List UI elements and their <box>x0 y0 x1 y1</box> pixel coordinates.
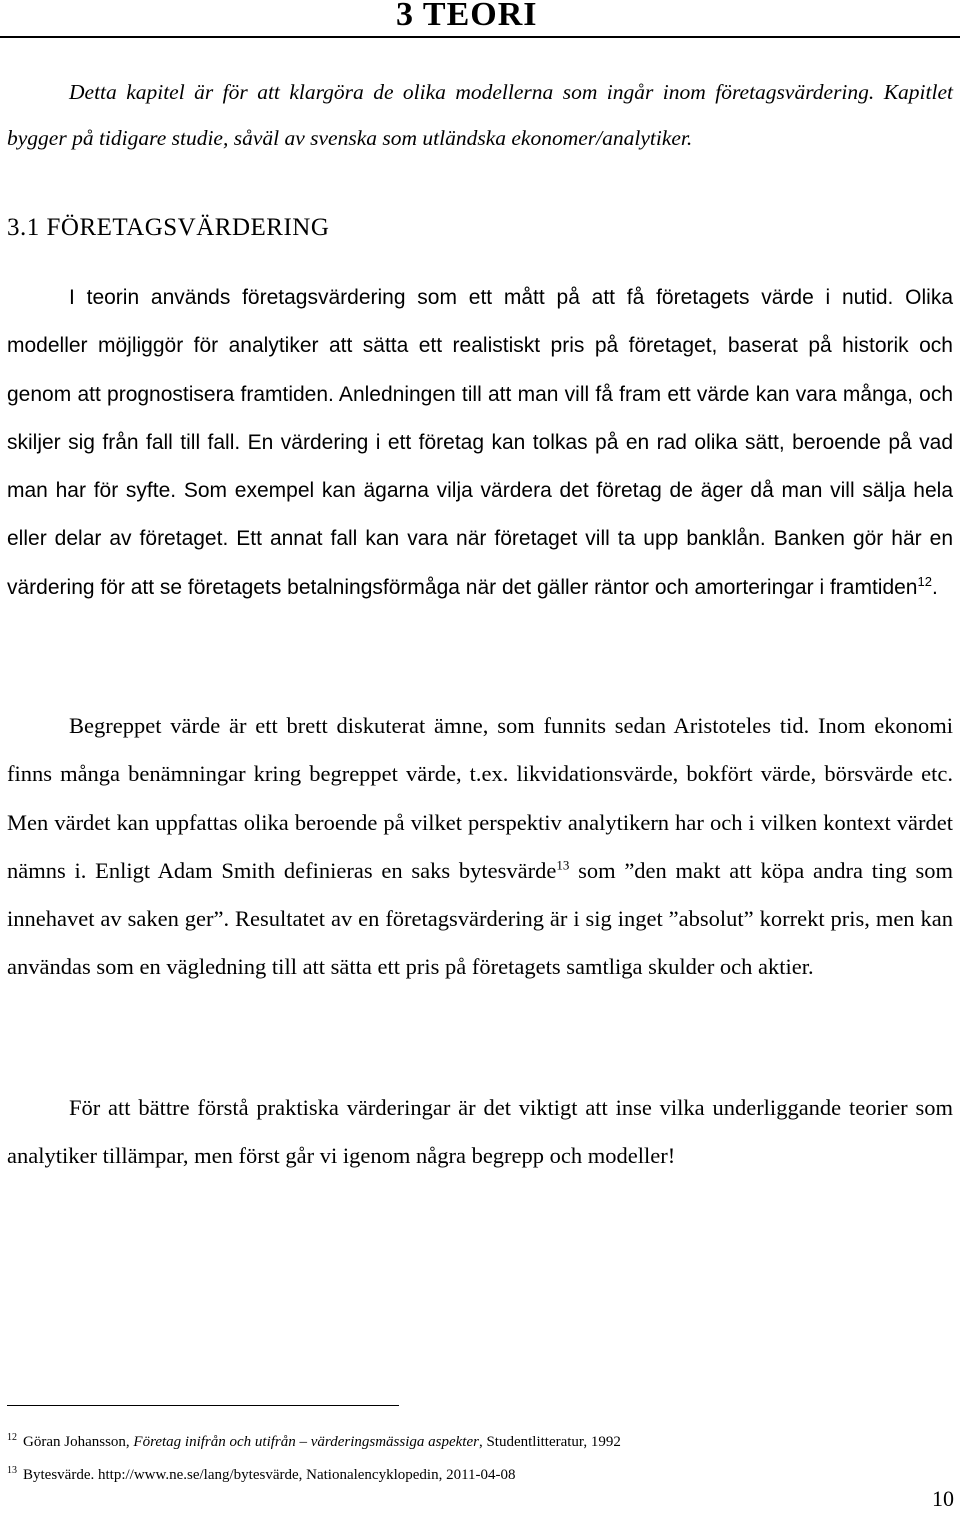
paragraph-1 <box>7 274 953 612</box>
footnote-12-rest: , Studentlitteratur, 1992 <box>478 1434 621 1450</box>
paragraph-3: För att bättre förstå praktiska värderingar är det viktigt att inse vilka underliggande teorier som analytiker tillämpar, men först går vi igenom några begrepp och modeller! <box>7 1095 953 1169</box>
chapter-intro: Detta kapitel är för att klargöra de olika modellerna som ingår inom företagsvärdering. Kapitlet bygger på tidigare studie, såväl av svenska som utländska ekonomer/analytiker. <box>7 80 953 150</box>
footnote-ref-13[interactable]: 13 <box>556 857 570 873</box>
footnote-divider <box>7 1405 399 1406</box>
page-number: 10 <box>932 1486 954 1511</box>
footnote-12 <box>7 1434 621 1451</box>
paragraph-2-text-b: som ”den makt att köpa andra ting som innehavet av saken ger”. Resultatet av en företagsvärdering är i sig inget ”absolut” korrekt pris, men kan användas som en vägledning till att sätta ett pris på företagets samtliga skulder och aktier. <box>7 857 954 980</box>
chapter-title: 3 TEORI <box>396 0 538 33</box>
footnote-13 <box>7 1467 516 1484</box>
section-heading: 3.1 FÖRETAGSVÄRDERING <box>7 214 330 241</box>
paragraph-1-end: . <box>931 575 938 599</box>
footnote-ref-12[interactable]: 12 <box>917 573 932 589</box>
footnote-13-text: Bytesvärde. http://www.ne.se/lang/bytesvärde, Nationalencyklopedin, 2011-04-08 <box>23 1467 516 1483</box>
paragraph-2-text-a: Begreppet värde är ett brett diskuterat ämne, som funnits sedan Aristoteles tid. Inom ekonomi finns många benämningar kring begreppet värde, t.ex. likvidationsvärde, bokfört värde, börsvärde etc. Men värdet kan uppfattas olika beroende på vilket perspektiv analytikern har och i vilken kontext värdet nämns i. Enligt Adam Smith definieras en saks bytesvärde <box>7 713 953 883</box>
footnote-number-12: 12 <box>7 1432 17 1443</box>
footnote-12-author: Göran Johansson, <box>23 1434 134 1450</box>
footnote-12-title: Företag inifrån och utifrån – värderingsmässiga aspekter <box>133 1434 479 1450</box>
footnote-number-13: 13 <box>7 1465 17 1476</box>
paragraph-2 <box>7 702 953 992</box>
paragraph-1-text: I teorin används företagsvärdering som ett mått på att få företagets värde i nutid. Olika modeller möjliggör för analytiker att sätta ett realistiskt pris på företaget, baserat på historik och genom att prognostisera framtiden. Anledningen till att man vill få fram ett värde kan vara många, och skiljer sig från fall till fall. En värdering i ett företag kan tolkas på en rad olika sätt, beroende på vad man har för syfte. Som exempel kan ägarna vilja värdera det företag de äger då man vill sälja hela eller delar av företaget. Ett annat fall kan vara när företaget vill ta upp banklån. Banken gör här en värdering för att se företagets betalningsförmåga när det gäller räntor och amorteringar i framtiden <box>7 286 953 599</box>
chapter-divider <box>0 36 960 38</box>
